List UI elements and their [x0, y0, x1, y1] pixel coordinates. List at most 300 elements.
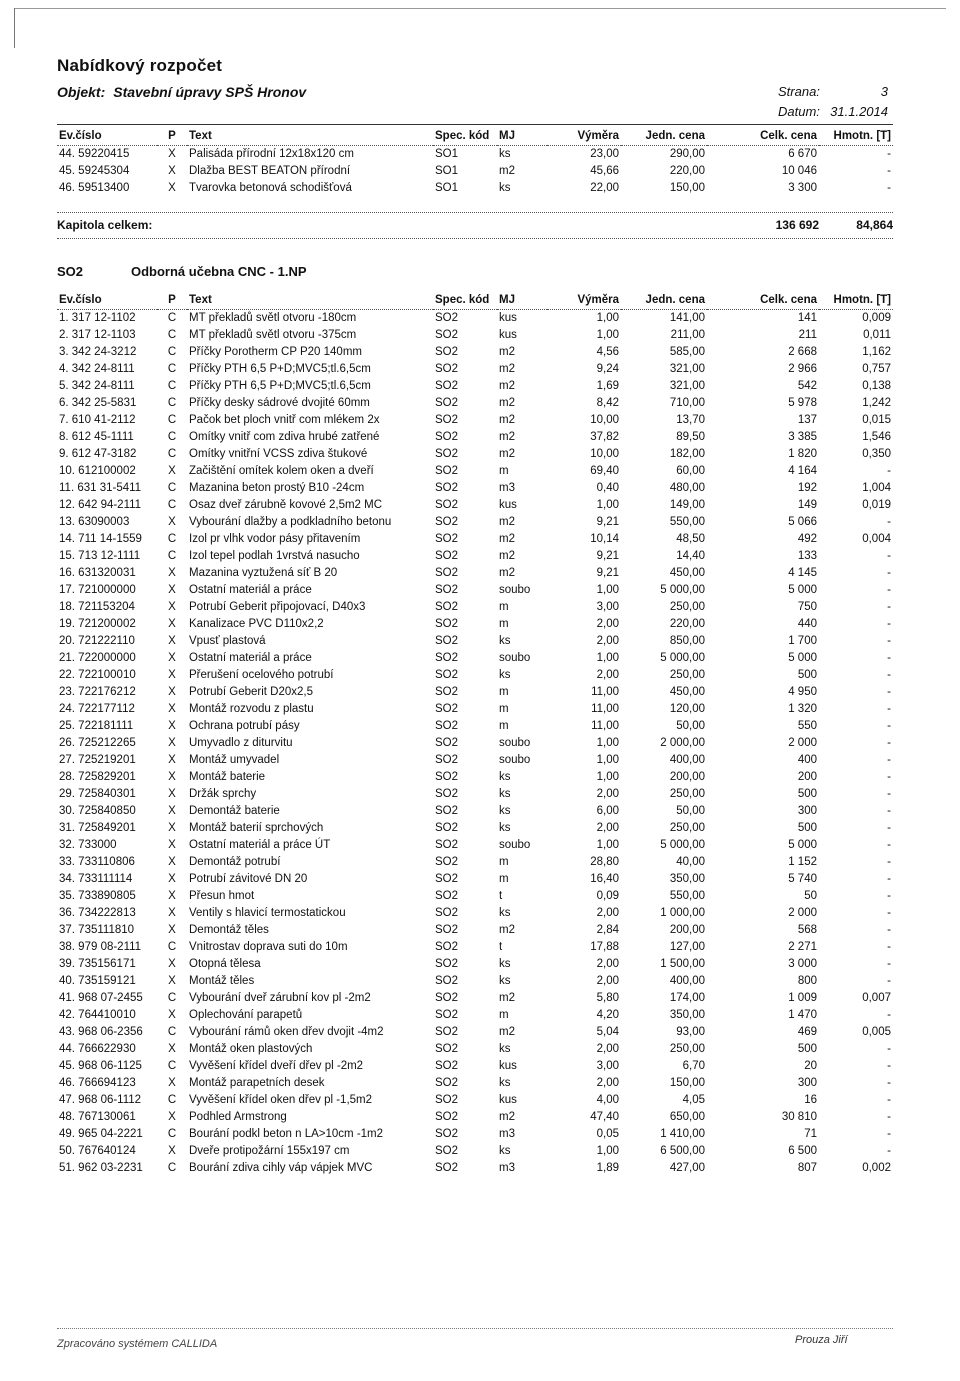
cell-spec: SO2 [435, 873, 459, 885]
cell-spec: SO1 [435, 182, 459, 194]
cell-text: Tvarovka betonová schodišťová [189, 182, 352, 194]
cell-text: Umyvadlo z diturvitu [189, 737, 293, 749]
cell-hmotn: 0,011 [863, 329, 891, 341]
cell-hmotn: - [887, 465, 891, 477]
cell-text: MT překladů světl otvoru -375cm [189, 329, 357, 341]
table-row [57, 565, 893, 582]
cell-celk: 1 320 [788, 703, 817, 715]
cell-mj: ks [499, 148, 511, 160]
table-row [57, 1024, 893, 1041]
cell-celk: 137 [797, 414, 817, 426]
cell-spec: SO2 [435, 380, 459, 392]
cell-text: Otopná tělesa [189, 958, 261, 970]
table-row [57, 939, 893, 956]
cell-mj: soubo [499, 839, 531, 851]
cell-celk: 492 [797, 533, 817, 545]
cell-cislo: 33. 733110806 [59, 856, 135, 868]
table-row [57, 180, 893, 197]
cell-vymera: 2,00 [596, 788, 619, 800]
cell-celk: 542 [797, 380, 817, 392]
cell-mj: soubo [499, 652, 531, 664]
table-row [57, 701, 893, 718]
cell-jedn: 220,00 [669, 618, 705, 630]
cell-text: Přesun hmot [189, 890, 255, 902]
cell-jedn: 450,00 [669, 686, 705, 698]
cell-hmotn: - [887, 737, 891, 749]
cell-jedn: 290,00 [669, 148, 705, 160]
cell-vymera: 0,40 [596, 482, 619, 494]
cell-hmotn: - [887, 618, 891, 630]
table-row [57, 599, 893, 616]
cell-spec: SO2 [435, 890, 459, 902]
cell-text: Montáž umyvadel [189, 754, 280, 766]
col-header-jedn: Jedn. cena [621, 292, 707, 310]
cell-mj: ks [499, 1043, 511, 1055]
table-row [57, 163, 893, 180]
cell-spec: SO2 [435, 839, 459, 851]
cell-jedn: 13,70 [676, 414, 705, 426]
cell-mj: m [499, 465, 509, 477]
page-border-top [14, 8, 946, 9]
col-header-mj: MJ [497, 292, 547, 310]
cell-mj: m [499, 618, 509, 630]
cell-hmotn: - [887, 805, 891, 817]
cell-hmotn: 0,005 [862, 1026, 891, 1038]
cell-hmotn: 0,007 [862, 992, 891, 1004]
cell-celk: 440 [797, 618, 817, 630]
cell-cislo: 24. 722177112 [59, 703, 135, 715]
cell-jedn: 48,50 [676, 533, 705, 545]
cell-cislo: 46. 59513400 [59, 182, 130, 194]
cell-vymera: 2,00 [596, 907, 619, 919]
cell-hmotn: - [887, 567, 891, 579]
cell-spec: SO2 [435, 1162, 459, 1174]
page-label: Strana: [778, 84, 820, 99]
cell-cislo: 2. 317 12-1103 [59, 329, 136, 341]
cell-cislo: 9. 612 47-3182 [59, 448, 137, 460]
cell-text: Ostatní materiál a práce [189, 584, 312, 596]
table-row [57, 1075, 893, 1092]
cell-cislo: 18. 721153204 [59, 601, 135, 613]
cell-jedn: 174,00 [669, 992, 705, 1004]
cell-jedn: 5 000,00 [660, 839, 705, 851]
cell-text: Montáž oken plastových [189, 1043, 313, 1055]
cell-vymera: 69,40 [590, 465, 619, 477]
cell-p: X [168, 1009, 176, 1021]
cell-mj: m2 [499, 992, 515, 1004]
cell-hmotn: 1,004 [862, 482, 891, 494]
cell-celk: 1 009 [788, 992, 817, 1004]
col-header-p: P [157, 128, 187, 146]
cell-text: Vybourání dveř zárubní kov pl -2m2 [189, 992, 371, 1004]
table-row [57, 922, 893, 939]
cell-hmotn: - [887, 754, 891, 766]
section1-table [57, 128, 893, 197]
cell-p: X [168, 703, 176, 715]
cell-mj: m [499, 856, 509, 868]
cell-text: Potrubí Geberit připojovací, D40x3 [189, 601, 366, 613]
cell-celk: 6 500 [788, 1145, 817, 1157]
cell-text: Demontáž potrubí [189, 856, 281, 868]
cell-hmotn: - [887, 148, 891, 160]
cell-cislo: 28. 725829201 [59, 771, 136, 783]
cell-p: X [168, 567, 176, 579]
cell-text: Ventily s hlavicí termostatickou [189, 907, 346, 919]
cell-cislo: 48. 767130061 [59, 1111, 136, 1123]
cell-text: Omítky vnitřní VCSS zdiva štukové [189, 448, 368, 460]
date-label: Datum: [778, 104, 820, 119]
cell-hmotn: - [887, 601, 891, 613]
header-separator [57, 124, 893, 125]
cell-cislo: 15. 713 12-1111 [59, 550, 141, 562]
cell-spec: SO2 [435, 1026, 459, 1038]
cell-p: X [168, 771, 176, 783]
cell-mj: ks [499, 822, 511, 834]
cell-mj: m2 [499, 1026, 515, 1038]
cell-celk: 800 [797, 975, 817, 987]
cell-celk: 1 820 [788, 448, 817, 460]
cell-cislo: 12. 642 94-2111 [59, 499, 142, 511]
cell-text: Vpusť plastová [189, 635, 266, 647]
cell-celk: 750 [797, 601, 817, 613]
cell-mj: ks [499, 182, 511, 194]
cell-vymera: 2,00 [596, 1043, 619, 1055]
cell-vymera: 10,14 [590, 533, 619, 545]
cell-spec: SO2 [435, 618, 459, 630]
cell-hmotn: - [887, 924, 891, 936]
cell-vymera: 8,42 [596, 397, 619, 409]
cell-spec: SO2 [435, 1094, 459, 1106]
cell-text: Oplechování parapetů [189, 1009, 303, 1021]
cell-hmotn: - [887, 873, 891, 885]
cell-mj: m [499, 703, 509, 715]
col-header-spec: Spec. kód [433, 292, 497, 310]
cell-mj: m3 [499, 1162, 515, 1174]
cell-p: X [168, 618, 176, 630]
cell-celk: 2 271 [788, 941, 817, 953]
col-header-hmotn: Hmotn. [T] [819, 128, 893, 146]
cell-p: X [168, 720, 176, 732]
cell-jedn: 321,00 [669, 363, 705, 375]
cell-text: Montáž těles [189, 975, 255, 987]
table-row [57, 1041, 893, 1058]
cell-spec: SO2 [435, 771, 459, 783]
col-header-cislo: Ev.číslo [57, 128, 157, 146]
cell-vymera: 2,00 [596, 822, 619, 834]
cell-spec: SO2 [435, 329, 459, 341]
cell-jedn: 50,00 [676, 720, 705, 732]
cell-text: Mazanina vyztužená síť B 20 [189, 567, 338, 579]
table-row [57, 888, 893, 905]
cell-jedn: 250,00 [669, 601, 705, 613]
cell-cislo: 34. 733111114 [59, 873, 133, 885]
cell-mj: m2 [499, 1111, 515, 1123]
cell-cislo: 22. 722100010 [59, 669, 136, 681]
cell-mj: kus [499, 1060, 517, 1072]
cell-celk: 5 000 [788, 584, 817, 596]
col-header-vymera: Výměra [547, 128, 621, 146]
cell-p: X [168, 924, 176, 936]
cell-cislo: 38. 979 08-2111 [59, 941, 142, 953]
cell-spec: SO2 [435, 567, 459, 579]
cell-spec: SO2 [435, 414, 459, 426]
cell-cislo: 26. 725212265 [59, 737, 136, 749]
section2-code: SO2 [57, 264, 84, 279]
cell-spec: SO2 [435, 1128, 459, 1140]
cell-text: Bourání podkl beton n LA>10cm -1m2 [189, 1128, 384, 1140]
cell-text: Příčky Porotherm CP P20 140mm [189, 346, 362, 358]
cell-jedn: 400,00 [669, 975, 705, 987]
cell-celk: 500 [797, 669, 817, 681]
cell-vymera: 6,00 [596, 805, 619, 817]
cell-spec: SO2 [435, 1077, 459, 1089]
page-number-line [778, 84, 888, 99]
col-header-text: Text [187, 292, 433, 310]
cell-cislo: 17. 721000000 [59, 584, 136, 596]
cell-p: C [167, 1094, 177, 1106]
cell-spec: SO1 [435, 165, 459, 177]
cell-hmotn: - [887, 1060, 891, 1072]
table-row [57, 1109, 893, 1126]
cell-vymera: 1,00 [596, 754, 619, 766]
table-row [57, 463, 893, 480]
cell-hmotn: - [887, 550, 891, 562]
cell-p: X [168, 686, 176, 698]
cell-p: X [168, 907, 176, 919]
cell-hmotn: - [887, 890, 891, 902]
cell-text: Kanalizace PVC D110x2,2 [189, 618, 324, 630]
cell-p: X [168, 148, 176, 160]
cell-spec: SO2 [435, 992, 459, 1004]
cell-mj: ks [499, 958, 511, 970]
cell-text: Montáž rozvodu z plastu [189, 703, 314, 715]
cell-cislo: 42. 764410010 [59, 1009, 136, 1021]
cell-cislo: 41. 968 07-2455 [59, 992, 143, 1004]
cell-cislo: 4. 342 24-8111 [59, 363, 135, 375]
cell-vymera: 2,84 [596, 924, 619, 936]
table-row [57, 616, 893, 633]
cell-vymera: 5,80 [596, 992, 619, 1004]
cell-p: X [168, 975, 176, 987]
cell-text: MT překladů světl otvoru -180cm [189, 312, 357, 324]
cell-vymera: 9,21 [596, 516, 619, 528]
cell-jedn: 6 500,00 [660, 1145, 705, 1157]
table-row [57, 718, 893, 735]
cell-vymera: 28,80 [590, 856, 619, 868]
footer-software-note: Zpracováno systémem CALLIDA [57, 1338, 218, 1350]
chapter-total-price: 136 692 [775, 218, 819, 232]
cell-hmotn: - [887, 669, 891, 681]
cell-p: X [168, 890, 176, 902]
cell-spec: SO2 [435, 788, 459, 800]
cell-vymera: 1,00 [596, 652, 619, 664]
table-row [57, 837, 893, 854]
cell-jedn: 650,00 [669, 1111, 705, 1123]
col-header-text: Text [187, 128, 433, 146]
cell-celk: 469 [797, 1026, 817, 1038]
cell-vymera: 0,09 [596, 890, 619, 902]
cell-text: Potrubí Geberit D20x2,5 [189, 686, 314, 698]
cell-jedn: 450,00 [669, 567, 705, 579]
cell-vymera: 2,00 [596, 635, 619, 647]
cell-jedn: 5 000,00 [660, 584, 705, 596]
cell-jedn: 350,00 [669, 873, 705, 885]
cell-spec: SO2 [435, 703, 459, 715]
cell-spec: SO2 [435, 1060, 459, 1072]
cell-vymera: 16,40 [590, 873, 619, 885]
cell-mj: m2 [499, 414, 515, 426]
cell-vymera: 4,20 [596, 1009, 619, 1021]
cell-spec: SO2 [435, 1043, 459, 1055]
cell-mj: m2 [499, 346, 515, 358]
col-header-p: P [157, 292, 187, 310]
cell-mj: ks [499, 1145, 511, 1157]
cell-spec: SO2 [435, 737, 459, 749]
cell-mj: m2 [499, 431, 515, 443]
cell-text: Demontáž baterie [189, 805, 280, 817]
cell-cislo: 43. 968 06-2356 [59, 1026, 143, 1038]
cell-cislo: 32. 733000 [59, 839, 117, 851]
cell-p: X [168, 669, 176, 681]
table-row [57, 650, 893, 667]
cell-celk: 1 700 [788, 635, 817, 647]
cell-hmotn: - [887, 584, 891, 596]
cell-cislo: 35. 733890805 [59, 890, 136, 902]
cell-jedn: 182,00 [669, 448, 705, 460]
table-row [57, 820, 893, 837]
cell-p: X [168, 856, 176, 868]
date-line [778, 104, 888, 119]
cell-vymera: 11,00 [591, 720, 619, 732]
cell-jedn: 150,00 [669, 182, 705, 194]
table-row [57, 480, 893, 497]
cell-text: Začištění omítek kolem oken a dveří [189, 465, 374, 477]
cell-text: Vyvěšení křídel dveří dřev pl -2m2 [189, 1060, 364, 1072]
cell-vymera: 2,00 [596, 618, 619, 630]
cell-jedn: 1 500,00 [660, 958, 705, 970]
cell-jedn: 550,00 [669, 890, 705, 902]
cell-hmotn: - [887, 1043, 891, 1055]
cell-text: Palisáda přírodní 12x18x120 cm [189, 148, 354, 160]
table-row [57, 582, 893, 599]
table-row [57, 1092, 893, 1109]
cell-celk: 30 810 [781, 1111, 817, 1123]
cell-vymera: 2,00 [596, 669, 619, 681]
cell-mj: m2 [499, 363, 515, 375]
table-row [57, 446, 893, 463]
cell-vymera: 1,89 [596, 1162, 619, 1174]
cell-cislo: 16. 631320031 [59, 567, 136, 579]
section2-header-row [57, 292, 893, 310]
cell-hmotn: - [887, 1145, 891, 1157]
cell-spec: SO2 [435, 720, 459, 732]
cell-jedn: 40,00 [676, 856, 705, 868]
cell-celk: 192 [797, 482, 817, 494]
cell-hmotn: - [887, 1128, 891, 1140]
cell-spec: SO2 [435, 856, 459, 868]
cell-hmotn: 0,015 [862, 414, 891, 426]
section2-table [57, 292, 893, 1177]
cell-spec: SO2 [435, 1111, 459, 1123]
cell-hmotn: - [887, 182, 891, 194]
cell-spec: SO2 [435, 652, 459, 664]
cell-p: X [168, 737, 176, 749]
cell-cislo: 40. 735159121 [59, 975, 136, 987]
cell-mj: kus [499, 499, 517, 511]
table-row [57, 905, 893, 922]
table-row [57, 395, 893, 412]
cell-cislo: 29. 725840301 [59, 788, 136, 800]
table-row [57, 497, 893, 514]
table-row [57, 956, 893, 973]
cell-text: Montáž parapetních desek [189, 1077, 325, 1089]
cell-vymera: 2,00 [596, 1077, 619, 1089]
cell-p: X [168, 958, 176, 970]
cell-spec: SO2 [435, 346, 459, 358]
cell-mj: m2 [499, 550, 515, 562]
cell-jedn: 211,00 [670, 329, 705, 341]
cell-cislo: 49. 965 04-2221 [59, 1128, 143, 1140]
cell-p: C [167, 414, 177, 426]
cell-cislo: 5. 342 24-8111 [59, 380, 135, 392]
cell-spec: SO2 [435, 958, 459, 970]
table-row [57, 429, 893, 446]
cell-spec: SO2 [435, 669, 459, 681]
cell-celk: 5 000 [788, 839, 817, 851]
cell-celk: 2 668 [788, 346, 817, 358]
cell-spec: SO2 [435, 805, 459, 817]
cell-jedn: 220,00 [669, 165, 705, 177]
cell-hmotn: - [887, 941, 891, 953]
cell-vymera: 4,56 [596, 346, 619, 358]
cell-cislo: 11. 631 31-5411 [59, 482, 142, 494]
cell-jedn: 93,00 [676, 1026, 705, 1038]
cell-p: C [167, 329, 177, 341]
cell-cislo: 3. 342 24-3212 [59, 346, 137, 358]
cell-p: X [168, 182, 176, 194]
cell-p: X [168, 873, 176, 885]
cell-cislo: 1. 317 12-1102 [59, 312, 136, 324]
cell-p: C [167, 397, 177, 409]
cell-hmotn: - [887, 907, 891, 919]
cell-mj: ks [499, 669, 511, 681]
cell-celk: 5 740 [788, 873, 817, 885]
cell-cislo: 50. 767640124 [59, 1145, 136, 1157]
cell-mj: m [499, 686, 509, 698]
cell-hmotn: - [887, 165, 891, 177]
cell-spec: SO1 [435, 148, 459, 160]
cell-hmotn: 0,009 [862, 312, 891, 324]
cell-mj: kus [499, 312, 517, 324]
cell-celk: 16 [804, 1094, 817, 1106]
col-header-cislo: Ev.číslo [57, 292, 157, 310]
cell-p: X [168, 635, 176, 647]
cell-hmotn: - [887, 788, 891, 800]
cell-hmotn: - [887, 1111, 891, 1123]
cell-vymera: 23,00 [590, 148, 619, 160]
cell-mj: ks [499, 788, 511, 800]
cell-vymera: 1,00 [596, 737, 619, 749]
col-header-celk: Celk. cena [707, 292, 819, 310]
cell-p: X [168, 1111, 176, 1123]
cell-spec: SO2 [435, 431, 459, 443]
cell-jedn: 200,00 [669, 771, 705, 783]
cell-p: X [168, 1077, 176, 1089]
col-header-hmotn: Hmotn. [T] [819, 292, 893, 310]
cell-celk: 3 385 [788, 431, 817, 443]
cell-jedn: 2 000,00 [660, 737, 705, 749]
cell-hmotn: - [887, 635, 891, 647]
